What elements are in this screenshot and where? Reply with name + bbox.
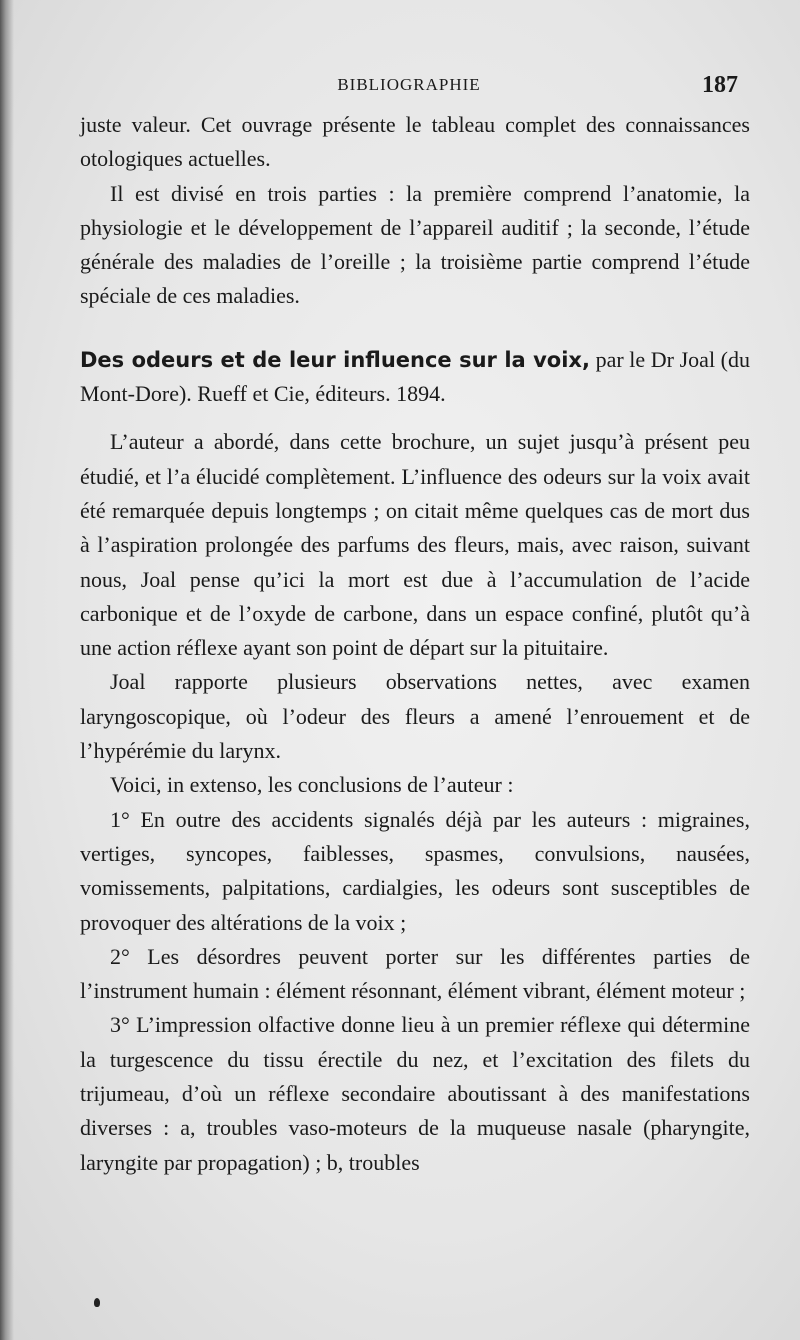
page-body (80, 108, 750, 1180)
section-title (80, 343, 750, 412)
conclusion-item-3: 3° L’impression olfactive donne lieu à un premier réflexe qui détermine la turgescence du tissu érectile du nez, et l’excitation des filets du trijumeau, d’où un réflexe secondaire aboutissant à des manifestations diverses : a, troubles vaso-moteurs de la muqueuse nasale (pharyngite, laryngite par propagation) ; b, troubles (80, 1012, 750, 1175)
paragraph-observations: Joal rapporte plusieurs observations nettes, avec examen laryngoscopique, où l’odeur des fleurs a amené l’enrouement et de l’hypérémie du larynx. (80, 669, 750, 764)
paragraph-review: L’auteur a abordé, dans cette brochure, un sujet jusqu’à présent peu étudié, et l’a élucidé complètement. L’influence des odeurs sur la voix avait été remarquée depuis longtemps ; on citait même quelques cas de mort dus à l’aspiration prolongée des parfums des fleurs, mais, avec raison, suivant nous, Joal pense qu’ici la mort est due à l’accumulation de l’acide carbonique et de l’oxyde de carbone, dans un espace confiné, plutôt qu’à une action réflexe ayant son point de départ sur la pituitaire. (80, 429, 750, 661)
section-heading: Des odeurs et de leur influence sur la voix, (80, 347, 590, 372)
paragraph-continuation: juste valeur. Cet ouvrage présente le tableau complet des connaissances otologiques actuelles. (80, 112, 750, 172)
binding-shadow (0, 0, 14, 1340)
ink-speck (94, 1298, 100, 1307)
running-title: BIBLIOGRAPHIE (337, 75, 481, 94)
section-byline: par le Dr Joal (du Mont-Dore). Rueff et Cie, éditeurs. 1894. (80, 346, 750, 407)
running-head (80, 72, 738, 100)
paragraph-conclusions-intro: Voici, in extenso, les conclusions de l’auteur : (110, 772, 514, 798)
page-number: 187 (702, 72, 738, 98)
conclusion-item-1: 1° En outre des accidents signalés déjà par les auteurs : migraines, vertiges, syncopes, faiblesses, spasmes, convulsions, nausées, vomissements, palpitations, cardialgies, les odeurs sont susceptibles de provoquer des altérations de la voix ; (80, 806, 750, 935)
paragraph-structure: Il est divisé en trois parties : la première comprend l’anatomie, la physiologie et le développement de l’appareil auditif ; la seconde, l’étude générale des maladies de l’oreille ; la troisième partie comprend l’étude spéciale de ces maladies. (80, 180, 750, 309)
conclusion-item-2: 2° Les désordres peuvent porter sur les différentes parties de l’instrument humain : élément résonnant, élément vibrant, élément moteur ; (80, 943, 750, 1004)
